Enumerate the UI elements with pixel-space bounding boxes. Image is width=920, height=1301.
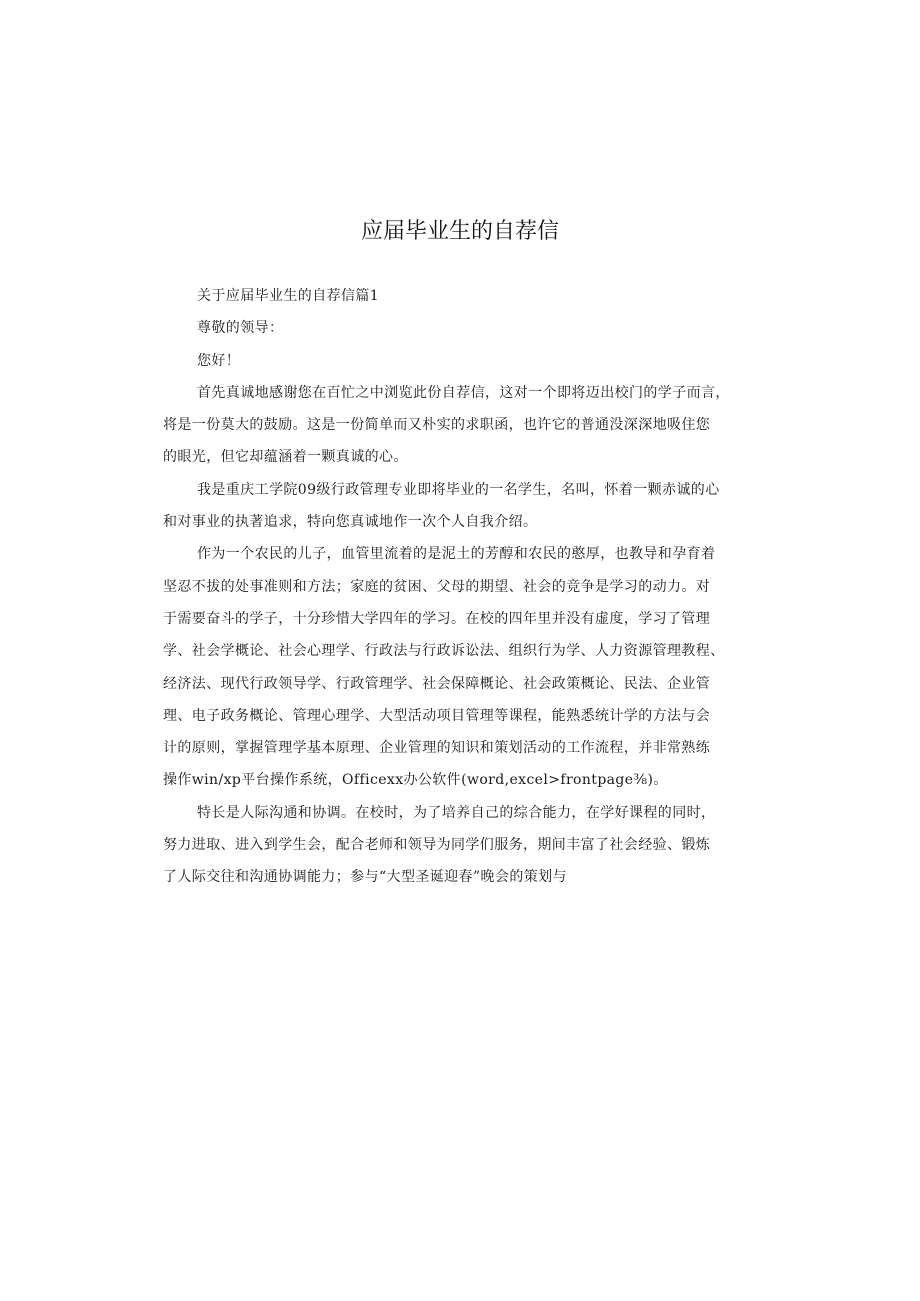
document-title: 应届毕业生的自荐信 <box>360 219 559 244</box>
body-line: 特长是人际沟通和协调。在校时，为了培养自己的综合能力，在学好课程的同时， <box>197 804 716 821</box>
body-line: 作为一个农民的儿子，血管里流着的是泥土的芳醇和农民的憨厚，也教导和孕育着 <box>197 546 716 563</box>
body-line: 计的原则，掌握管理学基本原理、企业管理的知识和策划活动的工作流程，并非常熟练 <box>163 740 711 757</box>
body-line: 学、社会学概论、社会心理学、行政法与行政诉讼法、组织行为学、人力资源管理教程、 <box>163 643 725 660</box>
body-line: 操作win/xp平台操作系统，Officexx办公软件(word,excel>frontpage⅜)。 <box>163 772 668 789</box>
body-line: 关于应届毕业生的自荐信篇1 <box>197 288 380 304</box>
body-line: 和对事业的执著追求，特向您真诚地作一次个人自我介绍。 <box>163 514 538 531</box>
body-line: 我是重庆工学院09级行政管理专业即将毕业的一名学生，名叫，怀着一颗赤诚的心 <box>197 481 720 498</box>
body-line: 努力进取、进入到学生会，配合老师和领导为同学们服务，期间丰富了社会经验、锻炼 <box>163 837 711 854</box>
body-line: 首先真诚地感谢您在百忙之中浏览此份自荐信，这对一个即将迈出校门的学子而言， <box>197 384 730 401</box>
body-line: 将是一份莫大的鼓励。这是一份简单而又朴实的求职函，也许它的普通没深深地吸住您 <box>163 417 711 434</box>
document-body <box>163 280 763 894</box>
body-line: 尊敬的领导： <box>197 320 284 337</box>
body-line: 的眼光，但它却蕴涵着一颗真诚的心。 <box>163 449 408 466</box>
body-line: 于需要奋斗的学子，十分珍惜大学四年的学习。在校的四年里并没有虚度，学习了管理 <box>163 610 711 627</box>
body-line: 您好！ <box>197 352 241 369</box>
body-line: 坚忍不拔的处事准则和方法；家庭的贫困、父母的期望、社会的竞争是学习的动力。对 <box>163 578 711 595</box>
body-line: 经济法、现代行政领导学、行政管理学、社会保障概论、社会政策概论、民法、企业管 <box>163 675 711 692</box>
body-line: 理、电子政务概论、管理心理学、大型活动项目管理等课程，能熟悉统计学的方法与会 <box>163 707 711 724</box>
body-line: 了人际交往和沟通协调能力；参与“大型圣诞迎春”晚会的策划与 <box>163 869 567 886</box>
